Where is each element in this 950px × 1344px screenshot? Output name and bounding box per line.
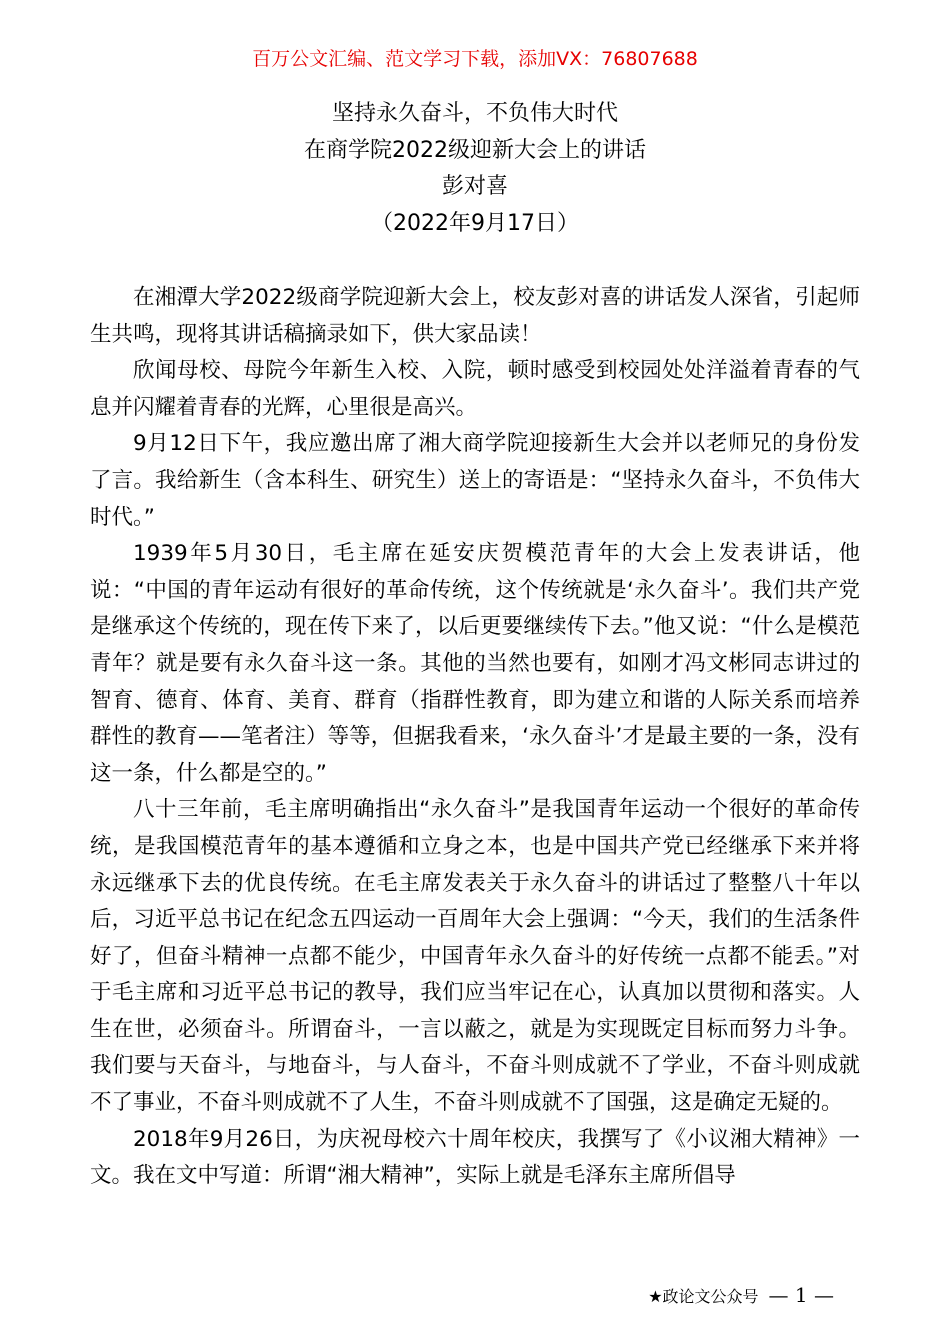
paragraph: 在湘潭大学2022级商学院迎新大会上，校友彭对喜的讲话发人深省，引起师生共鸣，现将其讲话稿摘录如下，供大家品读！ [90, 285, 860, 347]
paragraph: 2018年9月26日，为庆祝母校六十周年校庆，我撰写了《小议湘大精神》一文。我在文中写道：所谓“湘大精神”，实际上就是毛泽东主席所倡导 [90, 1126, 860, 1189]
paragraph: 9月12日下午，我应邀出席了湘大商学院迎接新生大会并以老师兄的身份发了言。我给新生（含本科生、研究生）送上的寄语是：“坚持永久奋斗，不负伟大时代。” [90, 431, 860, 530]
paragraph: 1939年5月30日，毛主席在延安庆贺模范青年的大会上发表讲话，他说：“中国的青年运动有很好的革命传统，这个传统就是‘永久奋斗’。我们共产党是继承这个传统的，现在传下来了，以后更要继续传下去。”他又说：“什么是模范青年？就是要有永久奋斗这一条。其他的当然也要有，如刚才冯文彬同志讲过的智育、德育、体育、美育、群育（指群性教育，即为建立和谐的人际关系而培养群性的教育——笔者注）等等，但据我看来，‘永久奋斗’才是最主要的一条，没有这一条，什么都是空的。” [90, 541, 860, 786]
speech-subtitle: 在商学院2022级迎新大会上的讲话 [304, 137, 646, 163]
body-text [90, 280, 860, 1195]
promo-banner: 百万公文汇编、范文学习下载，添加VX：76807688 [252, 48, 698, 70]
page-number: — 1 — [768, 1283, 834, 1307]
footer-source: ★政论文公众号 [648, 1287, 759, 1306]
speech-author: 彭对喜 [441, 174, 508, 199]
paragraph: 八十三年前，毛主席明确指出“永久奋斗”是我国青年运动一个很好的革命传统，是我国模范青年的基本遵循和立身之本，也是中国共产党已经继承下来并将永远继承下去的优良传统。在毛主席发表关于永久奋斗的讲话过了整整八十年以后，习近平总书记在纪念五四运动一百周年大会上强调：“今天，我们的生活条件好了，但奋斗精神一点都不能少，中国青年永久奋斗的好传统一点都不能丢。”对于毛主席和习近平总书记的教导，我们应当牢记在心，认真加以贯彻和落实。人生在世，必须奋斗。所谓奋斗，一言以蔽之，就是为实现既定目标而努力斗争。我们要与天奋斗，与地奋斗，与人奋斗，不奋斗则成就不了学业，不奋斗则成就不了事业，不奋斗则成就不了人生，不奋斗则成就不了国强，这是确定无疑的。 [90, 797, 860, 1116]
page-footer [648, 1283, 834, 1309]
paragraph: 欣闻母校、母院今年新生入校、入院，顿时感受到校园处处洋溢着青春的气息并闪耀着青春的光辉，心里很是高兴。 [90, 358, 860, 420]
speech-title: 坚持永久奋斗，不负伟大时代 [331, 101, 618, 126]
speech-date: （2022年9月17日） [371, 210, 579, 236]
title-block [0, 96, 950, 242]
